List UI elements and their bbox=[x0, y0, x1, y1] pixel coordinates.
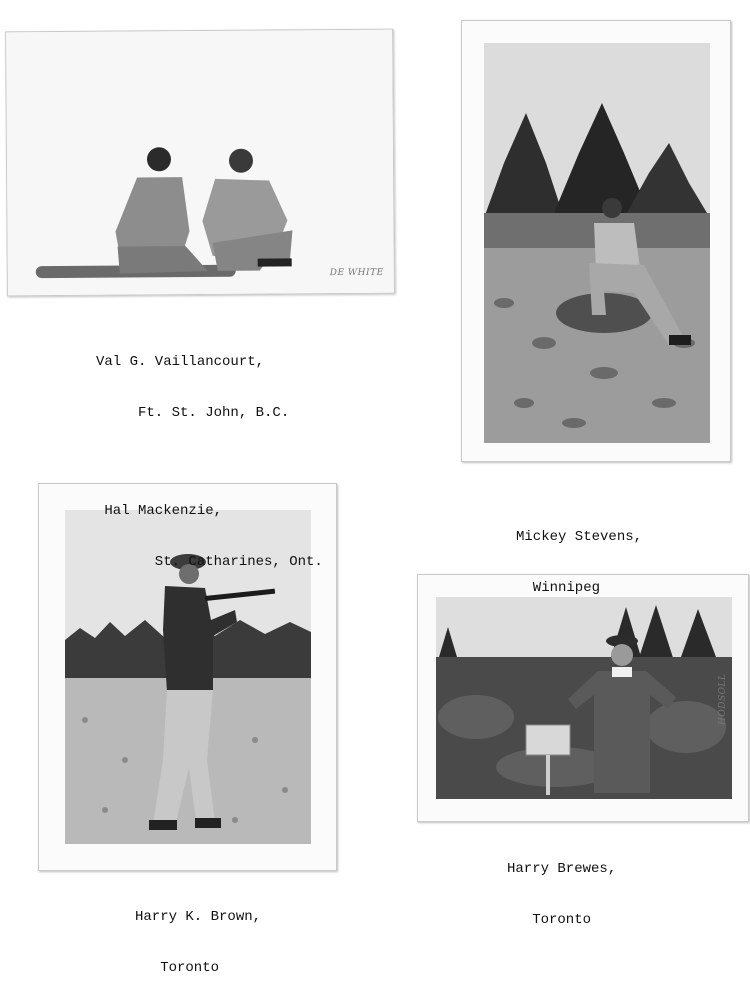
caption-mickey-stevens bbox=[516, 495, 642, 614]
caption-line: St. Catharines, Ont. bbox=[96, 554, 323, 570]
caption-line: Toronto bbox=[135, 960, 220, 976]
caption-line bbox=[96, 456, 323, 469]
photo-two-men-image bbox=[6, 30, 394, 296]
photo-man-on-rock bbox=[461, 20, 731, 462]
caption-line: Winnipeg bbox=[516, 580, 601, 596]
caption-harry-brewes bbox=[507, 827, 616, 946]
photo-man-on-rock-image bbox=[484, 43, 710, 443]
caption-line: Val G. Vaillancourt, bbox=[96, 354, 265, 370]
handwritten-mark-dewhite: DE WHITE bbox=[329, 267, 384, 279]
handwritten-mark-hodsoll: HODSOLL bbox=[718, 673, 728, 725]
caption-harry-k-brown bbox=[135, 875, 261, 994]
caption-line: Mickey Stevens, bbox=[516, 529, 643, 545]
caption-line: Ft. St. John, B.C. bbox=[96, 405, 290, 421]
photo-two-men-seated bbox=[5, 29, 395, 297]
caption-line: Hal Mackenzie, bbox=[96, 503, 223, 519]
caption-vaillancourt-mackenzie bbox=[96, 320, 323, 588]
caption-line: Toronto bbox=[507, 912, 592, 928]
caption-line: Harry Brewes, bbox=[507, 861, 617, 877]
photo-airman-image bbox=[436, 597, 732, 799]
caption-line: Harry K. Brown, bbox=[135, 909, 262, 925]
